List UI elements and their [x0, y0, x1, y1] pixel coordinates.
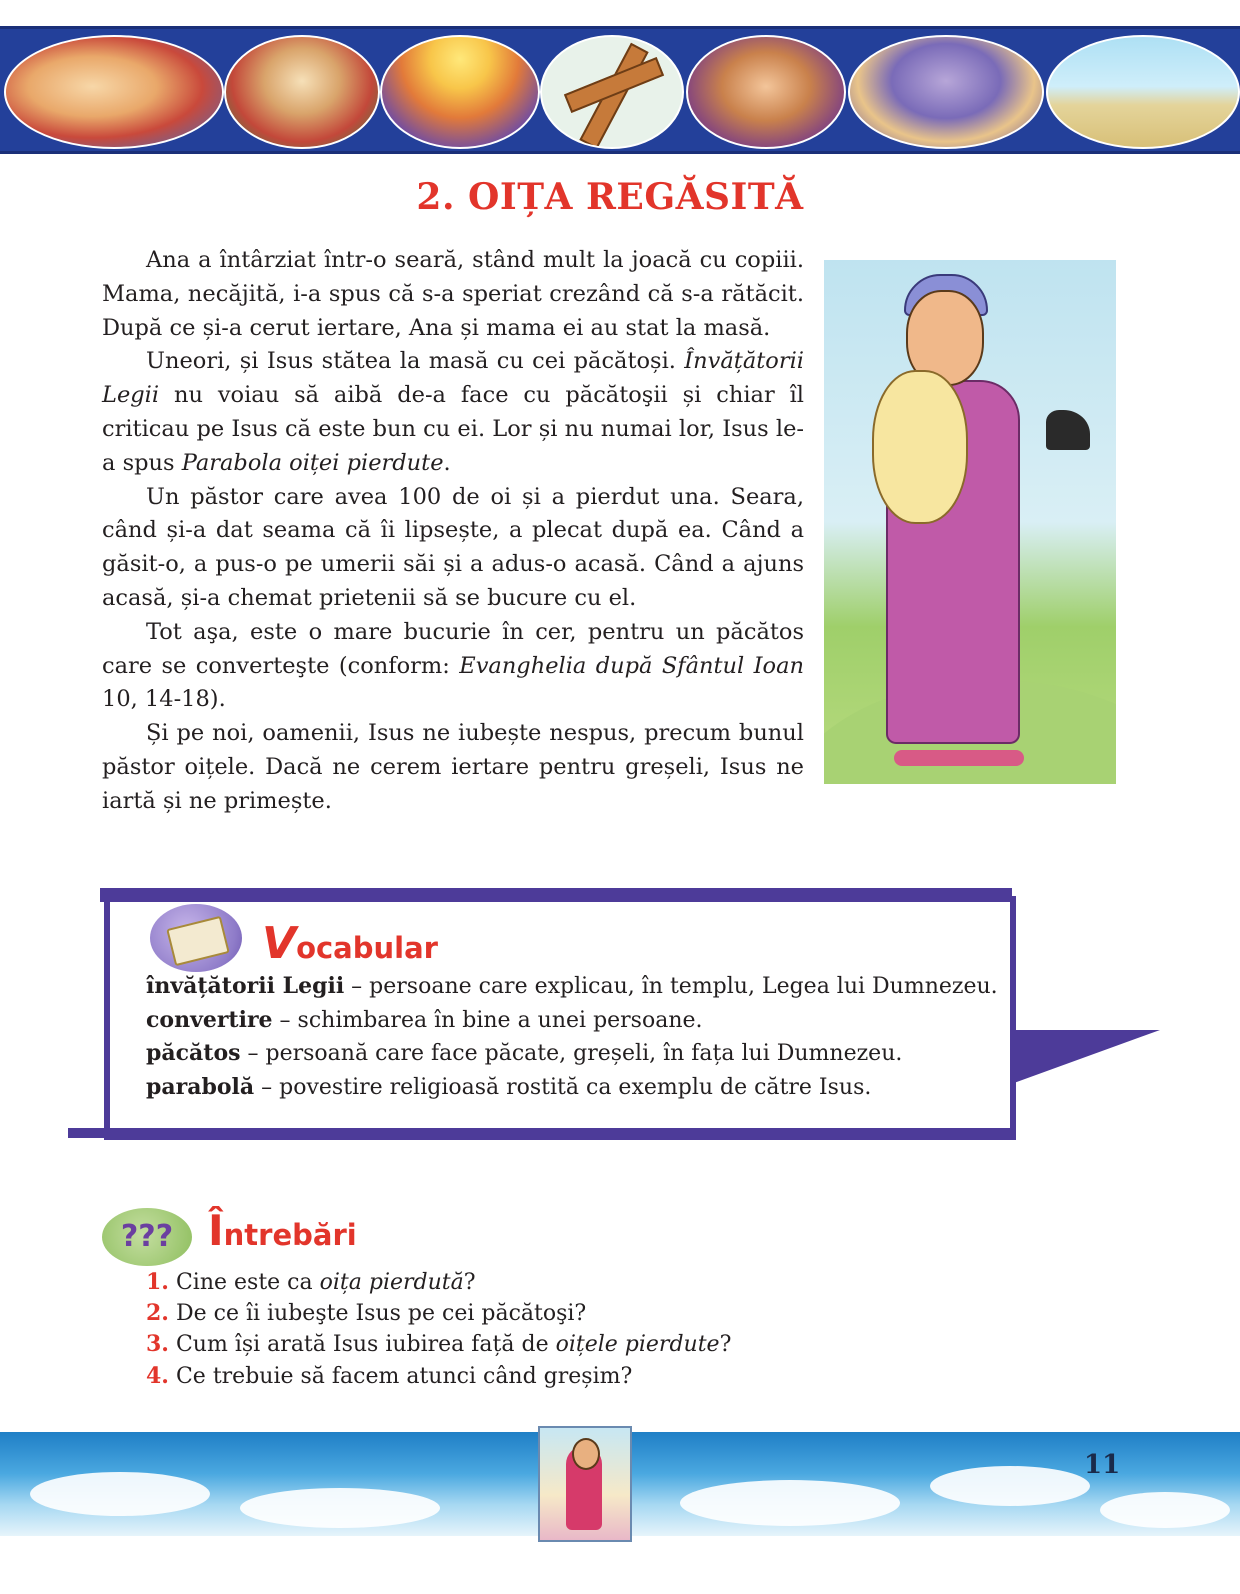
vocabulary-definition: povestire religioasă rostită ca exemplu de către Isus.	[279, 1075, 872, 1101]
vocabulary-heading-rest: ocabular	[296, 931, 438, 965]
page-title: 2. OIȚA REGĂSITĂ	[416, 176, 804, 218]
question-italic: oițele pierdute	[555, 1332, 720, 1358]
banner-illustration-last-supper	[686, 35, 846, 149]
question-item	[146, 1267, 731, 1298]
vocabulary-separator: –	[272, 1007, 298, 1033]
question-number: 4.	[146, 1362, 169, 1389]
cloud-shape	[1100, 1492, 1230, 1528]
vocabulary-list	[146, 970, 996, 1105]
vocabulary-definition: persoană care face păcate, greșeli, în fața lui Dumnezeu.	[265, 1041, 903, 1067]
story-text-span: nu voiau să aibă de-a face cu păcătoşii și chiar îl criticau pe Isus că este bun cu ei. Lor și nu numai lor, Isus le-a spus	[102, 382, 804, 476]
page-number: 11	[1084, 1450, 1121, 1480]
questions-heading	[208, 1206, 357, 1255]
question-number: 2.	[146, 1300, 169, 1327]
shepherd-feet	[894, 750, 1024, 766]
questions-heading-initial: Î	[208, 1206, 224, 1255]
banner-illustration-sunlight	[380, 35, 540, 149]
vocabulary-item	[146, 1071, 996, 1105]
vocabulary-term: păcătos	[146, 1040, 241, 1067]
story-text-span: Tot aşa, este o mare bucurie în cer, pentru un păcătos care se converteşte (conform:	[102, 618, 804, 679]
lamb-shape	[872, 370, 968, 524]
story-text-span: .	[443, 449, 451, 476]
cloud-shape	[30, 1472, 210, 1516]
story-paragraph-1: Ana a întârziat într-o seară, stând mult la joacă cu copiii. Mama, necăjită, i-a spus că s-a speriat crezând că s-a rătăcit. După ce și-a cerut iertare, Ana și mama ei au stat la masă.	[102, 247, 804, 341]
vocabulary-term: parabolă	[146, 1074, 255, 1101]
questions-list	[146, 1267, 731, 1392]
questions-heading-rest: ntrebări	[223, 1218, 357, 1252]
story-paragraph-5: Și pe noi, oamenii, Isus ne iubește nespus, precum bunul păstor oițele. Dacă ne cerem iertare pentru greșeli, Isus ne iartă și ne primește.	[102, 720, 804, 814]
cloud-shape	[930, 1466, 1090, 1506]
book-icon	[150, 904, 242, 972]
shepherd-illustration	[824, 260, 1116, 784]
vocabulary-separator: –	[344, 974, 370, 999]
question-text-end: ?	[719, 1332, 732, 1358]
footer-figure-head	[572, 1438, 600, 1470]
vocabulary-term: convertire	[146, 1006, 273, 1033]
vocab-frame-bottom	[68, 1128, 1014, 1138]
story-text	[102, 244, 804, 819]
banner-illustration-children	[4, 35, 224, 149]
story-italic-term: Parabola oiței pierdute	[181, 449, 444, 476]
banner-illustration-jesus-crowd	[224, 35, 380, 149]
question-text-end: ?	[463, 1270, 476, 1295]
question-number: 3.	[146, 1331, 169, 1358]
question-item	[146, 1361, 731, 1392]
vocabulary-item	[146, 1037, 996, 1071]
question-text: De ce îi iubeşte Isus pe cei păcătoşi?	[175, 1301, 587, 1327]
vocabulary-item	[146, 970, 996, 1004]
vocabulary-heading-initial: V	[262, 918, 297, 969]
question-number: 1.	[146, 1269, 169, 1295]
banner-illustration-cross	[540, 35, 684, 149]
question-text: Ce trebuie să facem atunci când greșim?	[175, 1363, 633, 1389]
question-text: Cum își arată Isus iubirea față de	[175, 1332, 556, 1358]
vocabulary-definition: persoane care explicau, în templu, Legea lui Dumnezeu.	[369, 974, 998, 999]
question-item	[146, 1298, 731, 1329]
vocabulary-heading	[262, 918, 438, 969]
story-text-span: 10, 14-18).	[102, 686, 226, 713]
story-paragraph-4	[102, 616, 804, 717]
banner-illustration-storm	[848, 35, 1044, 149]
vocabulary-item	[146, 1004, 996, 1038]
story-text-span: Uneori, și Isus stătea la masă cu cei păcătoși.	[146, 348, 685, 375]
question-text: Cine este ca	[175, 1270, 320, 1295]
vocabulary-separator: –	[254, 1075, 280, 1101]
cloud-shape	[680, 1480, 900, 1526]
story-italic-term: Evanghelia după Sfântul Ioan	[459, 652, 804, 679]
question-item	[146, 1329, 731, 1360]
header-banner	[0, 26, 1240, 154]
story-italic-term: Învățătorii Legii	[102, 348, 804, 409]
footer-illustration-jesus	[538, 1426, 632, 1542]
vocabulary-definition: schimbarea în bine a unei persoane.	[297, 1007, 703, 1033]
open-book-shape	[166, 916, 230, 966]
cloud-shape	[240, 1488, 440, 1528]
question-marks-icon: ???	[102, 1208, 192, 1266]
story-paragraph-2	[102, 345, 804, 480]
story-paragraph-3: Un păstor care avea 100 de oi și a pierdut una. Seara, când și-a dat seama că îi lipsește, a plecat după ea. Când a găsit-o, a pus-o pe umerii săi și a adus-o acasă. Când a ajuns acasă, și-a chemat prietenii să se bucure cu el.	[102, 483, 804, 611]
vocab-frame-tail	[1000, 1030, 1160, 1088]
vocabulary-separator: –	[240, 1041, 266, 1067]
question-italic: oița pierdută	[319, 1270, 464, 1295]
banner-illustration-walking	[1046, 35, 1240, 149]
vocabulary-term: învățătorii Legii	[146, 973, 345, 999]
dog-silhouette	[1046, 410, 1090, 450]
